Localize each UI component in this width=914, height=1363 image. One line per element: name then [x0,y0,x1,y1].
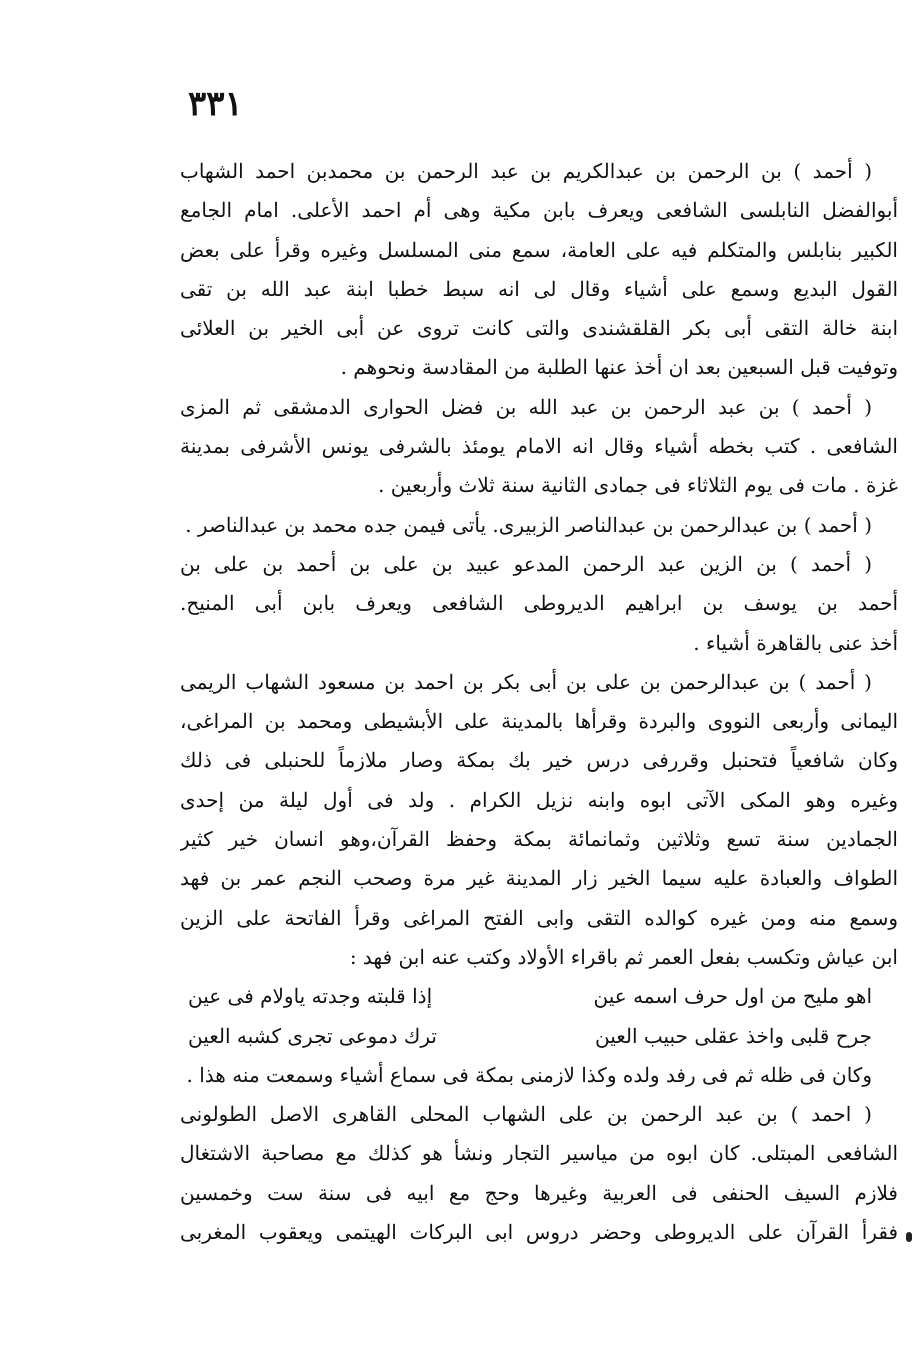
text-line: الشافعى المبتلى. كان ابوه من مياسير التجار ونشأ هو كذلك مع مصاحبة الاشتغال [180,1141,898,1166]
text-line: ( أحمد ) بن عبدالرحمن بن على بن أبى بكر بن احمد بن مسعود الشهاب الريمى [180,669,872,694]
text-line: الطواف والعبادة عليه سيما الخير زار المدينة غير مرة وصحب النجم عمر بن فهد [180,866,898,891]
scan-edge-mark [906,1232,912,1242]
text-line: وغيره وهو المكى الآتى ابوه وابنه نزيل الكرام . ولد فى أول ليلة من إحدى [180,787,898,812]
text-line: اليمانى وأربعى النووى والبردة وقرأها بالمدينة على الأبشيطى ومحمد بن المراغى، [180,709,898,734]
text-line: ( أحمد ) بن عبدالرحمن بن عبدالناصر الزبيرى. يأتى فيمن جده محمد بن عبدالناصر . [185,512,872,537]
poem-verse [180,977,898,1016]
text-line: ( أحمد ) بن الرحمن بن عبدالكريم بن عبد الرحمن بن محمدبن احمد الشهاب [180,159,872,183]
text-line: أحمد بن يوسف بن ابراهيم الديروطى الشافعى ويعرف بابن أبى المنيح. [180,591,898,616]
text-line: ابن عياش وتكسب بفعل العمر ثم باقراء الأولاد وكتب عنه ابن فهد : [349,944,898,969]
text-line: غزة . مات فى يوم الثلاثاء فى جمادى الثانية سنة ثلاث وأربعين . [378,473,898,498]
text-line: الكبير بنابلس والمتكلم فيه على العامة، سمع منى المسلسل وغيره وقرأ على بعض [180,237,898,262]
text-line: فقرأ القرآن على الديروطى وحضر دروس ابى البركات الهيتمى ويعقوب المغربى [180,1220,898,1245]
poem-verse [180,1017,898,1056]
text-line: وكان شافعياً فتحنبل وقررفى درس خير بك بمكة وصار ملازماً للحنبلى فى ذلك [180,748,898,773]
text-line: ( احمد ) بن عبد الرحمن بن على الشهاب المحلى القاهرى الاصل الطولونى [180,1102,872,1127]
text-line: وتوفيت قبل السبعين بعد ان أخذ عنها الطلبة من المقادسة ونحوهم . [340,355,898,380]
text-line: الجمادين سنة تسع وثلاثين وثمانمائة بمكة وحفظ القرآن،وهو انسان خير كثير [180,827,898,852]
text-line: الشافعى . كتب بخطه أشياء وقال انه الامام يومئذ بالشرفى يونس الأشرفى بمدينة [180,434,898,459]
text-line: فلازم السيف الحنفى فى العربية وغيرها وحج مع ابيه فى سنة ست وخمسين [180,1180,898,1205]
verse-first-hemistich: جرح قلبى واخذ عقلى حبيب العين [594,1023,872,1048]
verse-second-hemistich: ترك دموعى تجرى كشبه العين [188,1023,437,1048]
body-text [180,152,898,1252]
text-line: وسمع منه ومن غيره كوالده التقى وابى الفتح المراغى وقرأ الفاتحة على الزين [180,905,898,930]
page-number: ٣٣١ [188,84,243,124]
verse-first-hemistich: اهو مليح من اول حرف اسمه عين [593,984,872,1009]
text-line: ( أحمد ) بن عبد الرحمن بن عبد الله بن فضل الحوارى الدمشقى ثم المزى [180,394,872,419]
verse-second-hemistich: إذا قلبته وجدته ياولام فى عين [188,984,433,1009]
text-line: أبوالفضل النابلسى الشافعى ويعرف بابن مكية وهى أم احمد الأعلى. امام الجامع [180,198,898,223]
text-line: وكان فى ظله ثم فى رفد ولده وكذا لازمنى بمكة فى سماع أشياء وسمعت منه هذا . [186,1062,872,1087]
text-line: أخذ عنى بالقاهرة أشياء . [693,630,898,655]
text-line: ( أحمد ) بن الزين عبد الرحمن المدعو عبيد بن على بن أحمد بن على بن [180,551,872,576]
text-line: القول البديع وسمع على أشياء وقال لى انه سبط خطبا ابنة عبد الله بن تقى [180,276,898,301]
text-line: ابنة خالة التقى أبى بكر القلقشندى والتى كانت تروى عن أبى الخير بن العلائى [180,316,898,341]
